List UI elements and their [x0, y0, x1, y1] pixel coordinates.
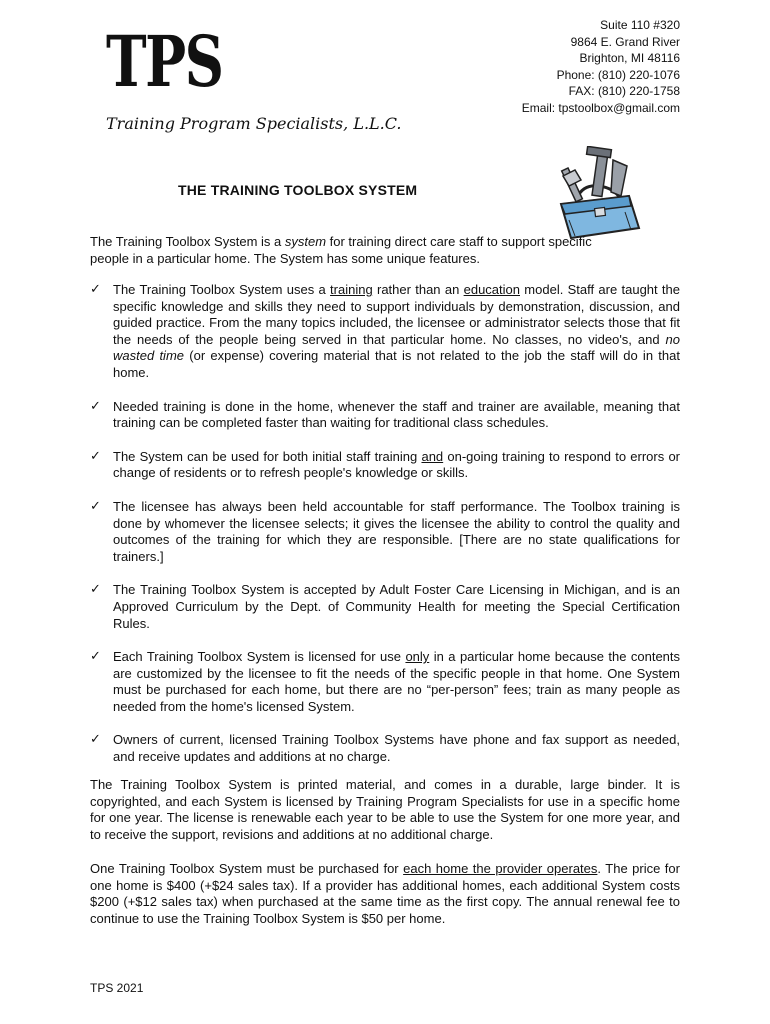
pricing-paragraph: One Training Toolbox System must be purchased for each home the provider operates. The price for one home is $400 (+$24 sales tax). If a provider has additional homes, each additional System costs $200 (+$12 sales tax) when purchased at the same time as the first copy. The annual renewal fee to continue to use the Training Toolbox System is $50 per home. [90, 861, 680, 926]
feature-item [90, 732, 680, 765]
address-block [522, 17, 680, 116]
address-line: Suite 110 #320 [600, 18, 680, 32]
checkmark-icon: ✓ [90, 282, 101, 297]
feature-item [90, 582, 680, 632]
fax-line: FAX: (810) 220-1758 [568, 84, 680, 98]
document-title: THE TRAINING TOOLBOX SYSTEM [178, 182, 418, 198]
checkmark-icon: ✓ [90, 649, 101, 665]
logo-company-name: Training Program Specialists, L.L.C. [106, 114, 402, 133]
feature-text: The System can be used for both initial staff training and on-going training to respond to errors or change of residents or to refresh people's knowledge or skills. [113, 448, 681, 481]
address-line: 9864 E. Grand River [570, 34, 680, 49]
feature-item [90, 649, 680, 715]
feature-text: Owners of current, licensed Training Toolbox Systems have phone and fax support as needed, and receive updates and additions at no charge. [113, 732, 680, 765]
email-line: Email: tpstoolbox@gmail.com [521, 100, 680, 115]
feature-item [90, 499, 680, 565]
logo-mark: TPS [106, 20, 223, 103]
feature-list [90, 282, 680, 766]
footer-text: TPS 2021 [90, 981, 144, 995]
feature-item [90, 282, 680, 382]
feature-item [90, 449, 680, 482]
checkmark-icon: ✓ [90, 498, 101, 514]
intro-paragraph: The Training Toolbox System is a system for training direct care staff to support specific people in a particular home. The System has some unique features. [90, 234, 592, 266]
binder-paragraph: The Training Toolbox System is printed material, and comes in a durable, large binder. It is copyrighted, and each System is licensed by Training Program Specialists for use in a specific home for one year. The license is renewable each year to be able to use the System for one more year, and to receive the support, revisions and additions at no additional charge. [90, 777, 680, 842]
feature-text: The licensee has always been held accountable for staff performance. The Toolbox training is done by whomever the licensee selects; it gives the licensee the ability to control the quality and outcomes of the training for which they are responsible. [There are no state qualifications for trainers.] [113, 498, 680, 564]
checkmark-icon: ✓ [90, 448, 101, 464]
checkmark-icon: ✓ [90, 732, 101, 748]
company-logo [106, 20, 402, 133]
feature-text: Needed training is done in the home, whenever the staff and trainer are available, meaning that training can be completed faster than waiting for traditional class schedules. [113, 398, 680, 431]
checkmark-icon: ✓ [90, 582, 101, 598]
toolbox-icon [555, 146, 645, 244]
phone-line: Phone: (810) 220-1076 [556, 67, 680, 82]
feature-text: The Training Toolbox System is accepted by Adult Foster Care Licensing in Michigan, and is an Approved Curriculum by the Dept. of Community Health for meeting the Special Certification Rules. [113, 582, 680, 631]
feature-text: Each Training Toolbox System is licensed for use only in a particular home because the contents are customized by the licensee to fit the needs of the specific people in that home. One System must be purchased for each home, but there are no “per-person” fees; train as many people as needed from the home's licensed System. [113, 649, 681, 714]
checkmark-icon: ✓ [90, 398, 101, 414]
address-line: Brighton, MI 48116 [579, 51, 680, 65]
feature-text: The Training Toolbox System uses a training rather than an education model. Staff are taught the specific knowledge and skills they need to support individuals by demonstration, discussion, and guided practice. From the many topics included, the licensee or administrator selects those that fit the needs of the people being served in that particular home. No classes, no video's, and no wasted time (or expense) covering material that is not related to the job the staff will do in that home. [113, 282, 681, 380]
feature-item [90, 399, 680, 432]
